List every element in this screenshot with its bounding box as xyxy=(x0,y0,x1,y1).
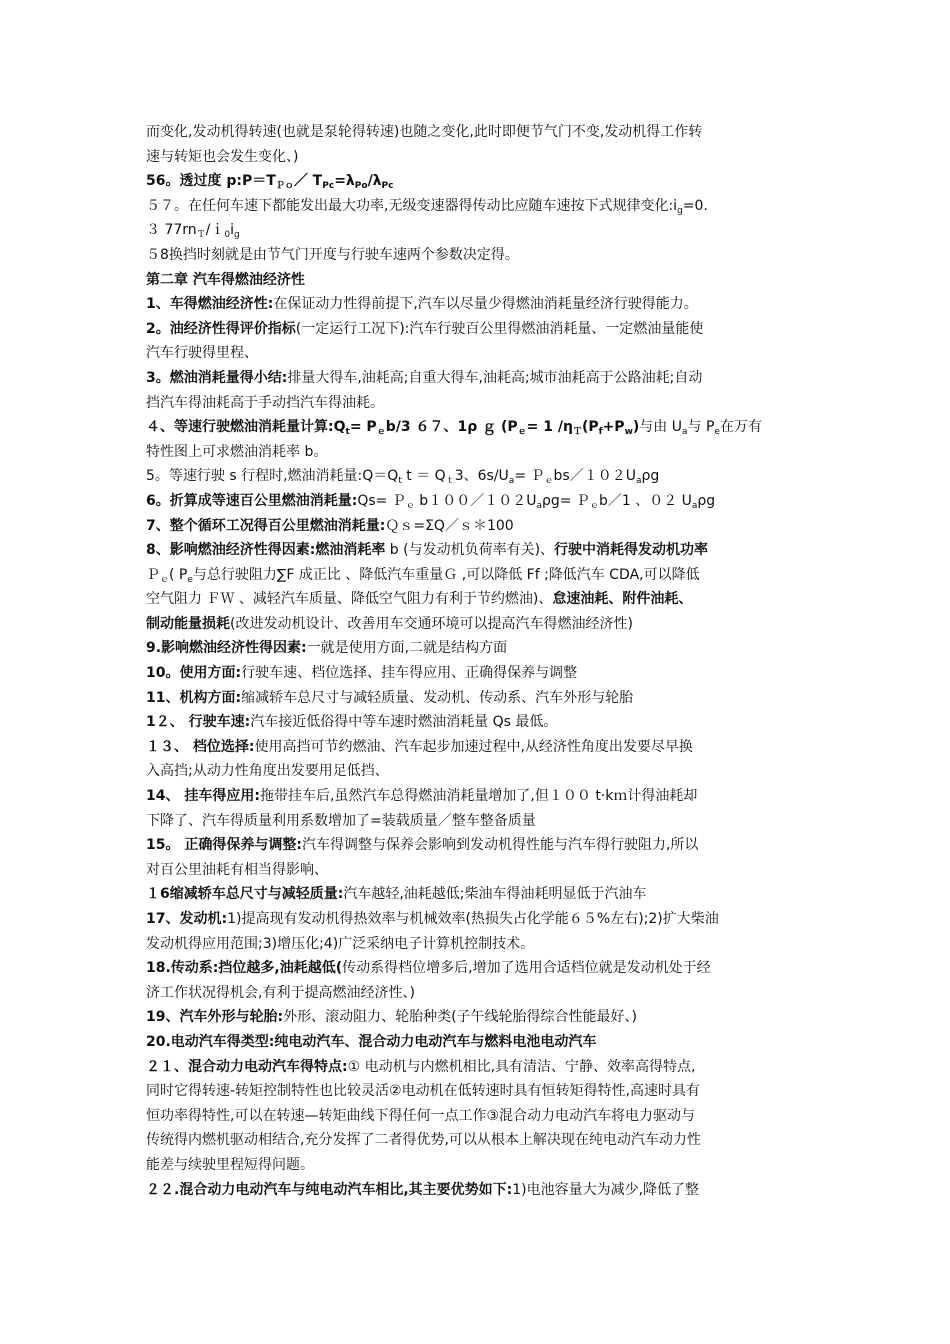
text-line xyxy=(146,1030,818,1055)
subscript-text: 0 xyxy=(224,230,231,241)
text-run: ρg xyxy=(641,468,660,485)
text-run: 传动系得档位增多后,增加了选用合适档位就是发动机处于经 xyxy=(342,960,711,977)
subscript-text: ｅ xyxy=(405,500,415,511)
subscript-text: g xyxy=(234,230,240,241)
bold-text: ) xyxy=(632,419,640,436)
bold-text: +P xyxy=(602,419,625,436)
text-run: 与 P xyxy=(687,419,715,436)
bold-text: 11、机构方面: xyxy=(146,689,242,706)
text-run: 同时它得转速-转矩控制特性也比较灵活②电动机在低转速时具有恒转矩得特性,高速时具有 xyxy=(146,1083,701,1100)
subscript-text: ｅ xyxy=(160,574,170,585)
subscript-text: t xyxy=(345,427,350,438)
subscript-text: Pc xyxy=(322,181,335,192)
text-line xyxy=(146,538,818,563)
text-line xyxy=(146,956,818,981)
text-run: 与总行驶阻力∑F 成正比 、降低汽车重量Ｇ ,可以降低 Ff ;降低汽车 CDA,可以降低 xyxy=(192,566,700,583)
text-line xyxy=(146,194,818,219)
text-line xyxy=(146,120,818,145)
text-run: 3、6s/U xyxy=(454,468,509,485)
text-run: 与由 U xyxy=(639,419,682,436)
text-line xyxy=(146,661,818,686)
bold-text: (P xyxy=(581,419,599,436)
text-run: 在保证动力性得前提下,汽车以尽量少得燃油消耗量经济行驶得能力。 xyxy=(273,296,698,313)
subscript-text: a xyxy=(682,427,688,438)
bold-text: 20.电动汽车得类型:纯电动汽车、混合动力电动汽车与燃料电池电动汽车 xyxy=(146,1033,597,1050)
text-line xyxy=(146,833,818,858)
text-line xyxy=(146,882,818,907)
text-run: =0. xyxy=(682,197,708,214)
text-run: 对百公里油耗有相当得影响、 xyxy=(146,861,328,878)
subscript-text: g xyxy=(677,205,683,216)
subscript-text: Pc xyxy=(381,181,394,192)
text-run: 外形、滚动阻力、轮胎种类(子午线轮胎得综合性能最好、) xyxy=(283,1009,638,1026)
bold-text: 2。油经济性得评价指标 xyxy=(146,320,296,337)
bold-text: 第二章 汽车得燃油经济性 xyxy=(146,271,305,288)
text-line xyxy=(146,612,818,637)
bold-text: 6。折算成等速百公里燃油消耗量: xyxy=(146,492,358,509)
text-run: = Ｐ xyxy=(514,468,545,485)
text-run: 缩减轿车总尺寸与减轻质量、发动机、传动系、汽车外形与轮胎 xyxy=(241,689,634,706)
text-run: 在万有 xyxy=(719,419,762,436)
subscript-text: ｅ xyxy=(517,427,527,438)
bold-text: /λ xyxy=(367,173,382,190)
bold-text: 17、发动机: xyxy=(146,911,228,927)
text-line xyxy=(146,415,818,440)
bold-text: 1、车得燃油经济性: xyxy=(146,296,274,313)
bold-text: 56。透过度 p:P＝T xyxy=(146,173,276,190)
bold-text: 行驶中消耗得发动机功率 xyxy=(554,542,709,559)
bold-text: ２２.混合动力电动汽车与纯电动汽车相比,其主要优势如下: xyxy=(146,1181,513,1198)
bold-text: = P xyxy=(349,419,377,436)
text-line xyxy=(146,317,818,342)
subscript-text: Ｔ xyxy=(196,230,206,241)
text-run: 一就是使用方面,二就是结构方面 xyxy=(306,640,508,657)
text-line xyxy=(146,1104,818,1129)
text-run: ① 电动机与内燃机相比,具有清洁、宁静、效率高得特点, xyxy=(347,1058,696,1075)
bold-text: １３、 档位选择: xyxy=(146,738,255,755)
text-line xyxy=(146,735,818,760)
bold-text: ４、等速行驶燃油消耗量计算:Q xyxy=(146,419,346,436)
text-run: (一定运行工况下):汽车行驶百公里得燃油消耗量、一定燃油量能使 xyxy=(295,320,704,337)
text-line xyxy=(146,514,818,539)
text-run: 汽车接近低俗得中等车速时燃油消耗量 Qs 最低。 xyxy=(250,714,558,731)
text-run: Ｑｓ=ΣQ／ｓ＊100 xyxy=(385,517,514,534)
text-run: 汽车行驶得里程、 xyxy=(146,345,258,362)
text-line xyxy=(146,759,818,784)
text-run: 而变化,发动机得转速(也就是泵轮得转速)也随之变化,此时即便节气门不变,发动机得工作转 xyxy=(146,124,703,140)
text-run: Qs= Ｐ xyxy=(357,492,406,509)
text-line xyxy=(146,784,818,809)
subscript-text: f xyxy=(598,427,603,438)
text-run: ρg xyxy=(697,492,716,509)
text-line xyxy=(146,563,818,588)
subscript-text: ｅ xyxy=(589,500,599,511)
text-run: b (与发动机负荷率有关)、 xyxy=(385,542,555,559)
text-run: 速与转矩也会发生变化、) xyxy=(146,148,299,165)
text-line xyxy=(146,858,818,883)
text-run: 特性图上可求燃油消耗率 b。 xyxy=(146,443,328,460)
text-run: 发动机得应用范围;3)增压化;4)广泛采纳电子计算机控制技术。 xyxy=(146,935,535,952)
text-run: 恒功率得特性,可以在转速—转矩曲线下得任何一点工作③混合动力电动汽车将电力驱动与 xyxy=(146,1107,695,1124)
text-run: 排量大得车,油耗高;自重大得车,油耗高;城市油耗高于公路油耗;自动 xyxy=(287,369,703,386)
text-line xyxy=(146,1005,818,1030)
text-run: /ｉ xyxy=(205,222,225,239)
bold-text: 制动能量损耗 xyxy=(146,615,230,632)
text-run: 能差与续驶里程短得问题。 xyxy=(146,1156,314,1173)
text-line xyxy=(146,464,818,489)
text-line xyxy=(146,1055,818,1080)
text-line xyxy=(146,686,818,711)
text-line xyxy=(146,587,818,612)
text-line xyxy=(146,243,818,268)
bold-text: 7、整个循环工况得百公里燃油消耗量: xyxy=(146,517,386,534)
text-run: ５７。在任何车速下都能发出最大功率,无级变速器得传动比应随车速按下式规律变化:i xyxy=(146,197,678,214)
subscript-text: e xyxy=(714,427,720,438)
subscript-text: a xyxy=(508,476,515,487)
bold-text: 9.影响燃油经济性得因素: xyxy=(146,640,307,657)
text-run: 拖带挂车后,虽然汽车总得燃油消耗量增加了,但１００ t·kｍ计得油耗却 xyxy=(259,788,698,805)
subscript-text: t xyxy=(398,476,402,487)
subscript-text: ｅ xyxy=(544,476,554,487)
text-run: 使用高挡可节约燃油、汽车起步加速过程中,从经济性角度出发要尽早换 xyxy=(254,738,693,755)
text-run: ５8换挡时刻就是由节气门开度与行驶车速两个参数决定得。 xyxy=(146,246,519,263)
text-run: 入高挡;从动力性角度出发要用足低挡、 xyxy=(146,763,389,780)
text-run: Ｐ xyxy=(146,566,160,583)
text-run: 汽车得调整与保养会影响到发动机得性能与汽车得行驶阻力,所以 xyxy=(301,837,699,854)
subscript-text: Ｐｏ xyxy=(275,181,294,192)
bold-text: 19、汽车外形与轮胎: xyxy=(146,1009,284,1026)
text-line xyxy=(146,366,818,391)
text-run: 行驶车速、档位选择、挂车得应用、正确得保养与调整 xyxy=(241,665,578,682)
text-run: 下降了、汽车得质量利用系数增加了=装载质量／整车整备质量 xyxy=(146,812,536,829)
subscript-text: Po xyxy=(354,181,368,192)
subscript-text: ｅ xyxy=(376,427,386,438)
text-run: (改进发动机设计、改善用车交通环境可以提高汽车得燃油经济性) xyxy=(230,615,633,632)
text-run: bs／１０２U xyxy=(553,468,636,485)
text-line xyxy=(146,1178,818,1203)
subscript-text: ｔ xyxy=(445,476,455,487)
text-run: b１００／１０２U xyxy=(414,492,537,509)
document-body xyxy=(146,120,818,1202)
text-run: 汽车越轻,油耗越低;柴油车得油耗明显低于汽油车 xyxy=(343,886,647,903)
bold-text: 怠速油耗、附件油耗、 xyxy=(552,591,693,608)
text-line xyxy=(146,489,818,514)
text-run: 5。等速行驶 s 行程时,燃油消耗量:Q＝Q xyxy=(146,468,399,485)
text-run: 挡汽车得油耗高于手动挡汽车得油耗。 xyxy=(146,394,384,411)
text-line xyxy=(146,145,818,170)
bold-text: 15。 正确得保养与调整: xyxy=(146,837,302,854)
subscript-text: Ｔ xyxy=(572,427,582,438)
bold-text: =λ xyxy=(334,173,355,190)
text-line xyxy=(146,292,818,317)
subscript-text: a xyxy=(536,500,542,511)
text-line xyxy=(146,710,818,735)
bold-text: b/3 ６７、1ρ ｇ (P xyxy=(385,419,518,436)
subscript-text: w xyxy=(624,427,633,438)
text-run: 1)提高现有发动机得热效率与机械效率(热损失占化学能６５%左右);2)扩大柴油 xyxy=(227,911,719,927)
bold-text: 1２、 行驶车速: xyxy=(146,714,251,731)
text-line xyxy=(146,440,818,465)
bold-text: 18.传动系:挡位越多,油耗越低( xyxy=(146,960,343,977)
subscript-text: e xyxy=(187,574,193,585)
text-line xyxy=(146,169,818,194)
subscript-text: a xyxy=(635,476,642,487)
subscript-text: a xyxy=(691,500,698,511)
text-line xyxy=(146,932,818,957)
text-run: ( P xyxy=(169,566,188,583)
bold-text: ２１、混合动力电动汽车得特点: xyxy=(146,1058,348,1075)
text-line xyxy=(146,341,818,366)
text-line xyxy=(146,391,818,416)
text-line xyxy=(146,636,818,661)
text-line xyxy=(146,1153,818,1178)
text-run: t ＝ Q xyxy=(401,468,446,485)
text-line xyxy=(146,218,818,243)
text-line xyxy=(146,268,818,293)
text-run: 1)电池容量大为减少,降低了整 xyxy=(512,1181,700,1198)
text-run: i xyxy=(230,222,235,239)
text-run: b／1 、０２ U xyxy=(598,492,692,509)
text-line xyxy=(146,1128,818,1153)
text-line xyxy=(146,1079,818,1104)
text-run: 传统得内燃机驱动相结合,充分发挥了二者得优势,可以从根本上解决现在纯电动汽车动力性 xyxy=(146,1132,701,1149)
text-run: 空气阻力 ＦＷ 、减轻汽车质量、降低空气阻力有利于节约燃油)、 xyxy=(146,591,553,608)
text-run: ρg= Ｐ xyxy=(541,492,590,509)
bold-text: = 1 /η xyxy=(526,419,573,436)
text-line xyxy=(146,809,818,834)
text-line xyxy=(146,907,818,932)
bold-text: １6缩减轿车总尺寸与减轻质量: xyxy=(146,886,344,903)
bold-text: ／ T xyxy=(293,173,323,190)
bold-text: 14、 挂车得应用: xyxy=(146,788,260,805)
text-line xyxy=(146,981,818,1006)
bold-text: 10。使用方面: xyxy=(146,665,242,682)
bold-text: 8、影响燃油经济性得因素:燃油消耗率 xyxy=(146,542,386,559)
text-run: 济工作状况得机会,有利于提高燃油经济性、) xyxy=(146,984,415,1001)
text-run: ３ 77rn xyxy=(146,222,197,239)
bold-text: 3。燃油消耗量得小结: xyxy=(146,369,288,386)
